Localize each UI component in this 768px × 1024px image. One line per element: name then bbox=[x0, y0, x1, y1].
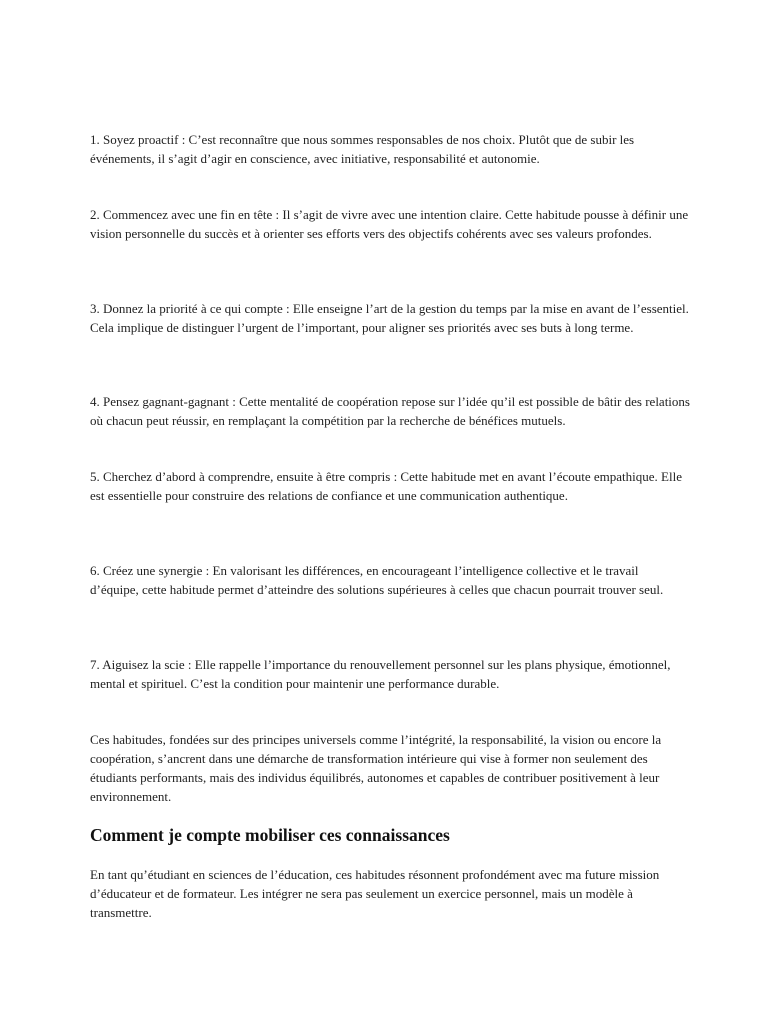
habit-5-paragraph: 5. Cherchez d’abord à comprendre, ensuite à être compris : Cette habitude met en avant l’écoute empathique. Elle est essentielle pour construire des relations de confiance et une communication authentique. bbox=[90, 469, 682, 503]
habit-3-paragraph: 3. Donnez la priorité à ce qui compte : Elle enseigne l’art de la gestion du temps par la mise en avant de l’essentiel. Cela implique de distinguer l’urgent de l’important, pour aligner ses priorités avec ses buts à long terme. bbox=[90, 301, 689, 335]
habit-7-paragraph: 7. Aiguisez la scie : Elle rappelle l’importance du renouvellement personnel sur les plans physique, émotionnel, mental et spirituel. C’est la condition pour maintenir une performance durable. bbox=[90, 657, 671, 691]
habit-1-paragraph: 1. Soyez proactif : C’est reconnaître que nous sommes responsables de nos choix. Plutôt que de subir les événements, il s’agit d’agir en conscience, avec initiative, responsabilité et autonomie. bbox=[90, 132, 635, 166]
habit-2-paragraph: 2. Commencez avec une fin en tête : Il s’agit de vivre avec une intention claire. Cette habitude pousse à définir une vision personnelle du succès et à orienter ses efforts vers des objectifs cohérents avec ses valeurs profondes. bbox=[90, 207, 689, 241]
section-body-paragraph: En tant qu’étudiant en sciences de l’éducation, ces habitudes résonnent profondément avec ma future mission d’éducateur et de formateur. Les intégrer ne sera pas seulement un exercice personnel, mais un modèle à transmettre. bbox=[90, 867, 660, 920]
section-heading: Comment je compte mobiliser ces connaissances bbox=[90, 825, 450, 845]
habit-4-paragraph: 4. Pensez gagnant-gagnant : Cette mentalité de coopération repose sur l’idée qu’il est possible de bâtir des relations où chacun peut réussir, en remplaçant la compétition par la recherche de bénéfices mutuels. bbox=[90, 394, 690, 428]
summary-paragraph: Ces habitudes, fondées sur des principes universels comme l’intégrité, la responsabilité, la vision ou encore la coopération, s’ancrent dans une démarche de transformation intérieure qui vise à former non seulement des étudiants performants, mais des individus équilibrés, autonomes et capables de contribuer positivement à leur environnement. bbox=[90, 732, 662, 804]
habit-6-paragraph: 6. Créez une synergie : En valorisant les différences, en encourageant l’intelligence collective et le travail d’équipe, cette habitude permet d’atteindre des solutions supérieures à celles que chacun pourrait trouver seul. bbox=[90, 563, 664, 597]
